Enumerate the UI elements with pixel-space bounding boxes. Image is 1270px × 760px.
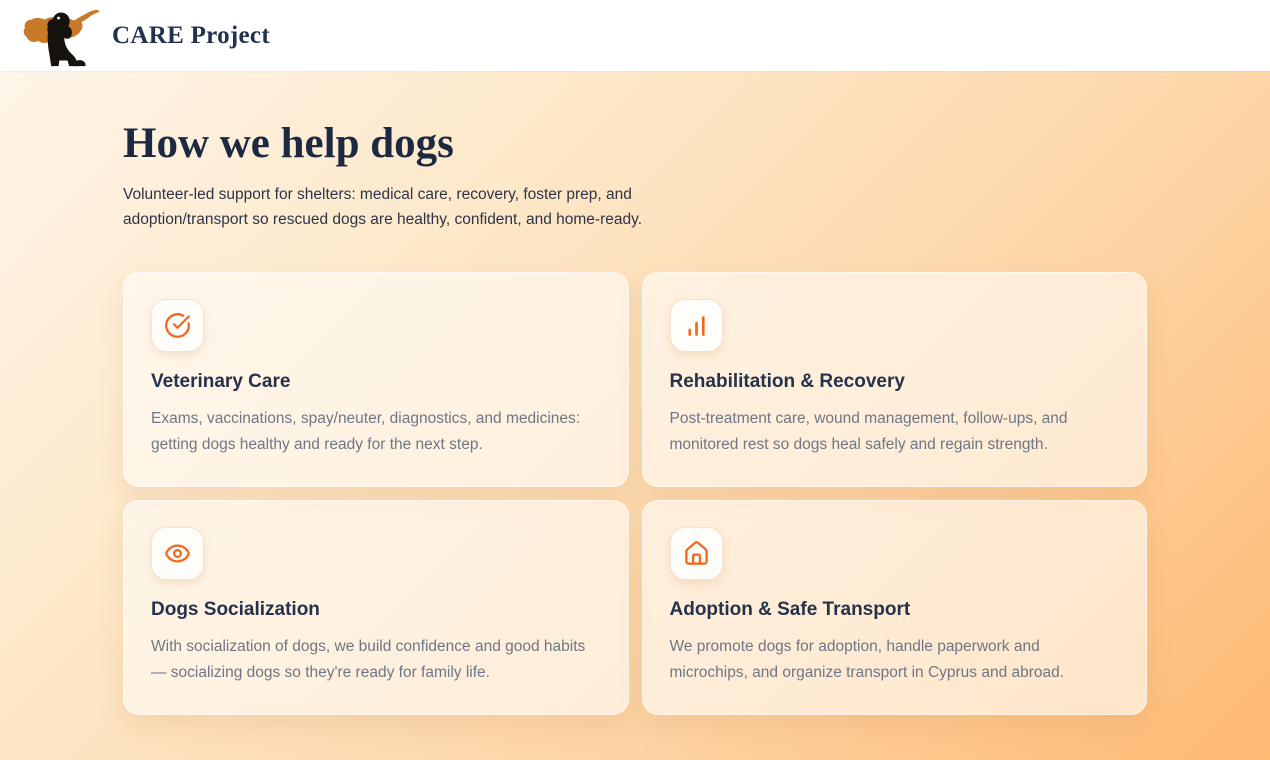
card-adoption-safe-transport — [642, 500, 1148, 715]
brand-name: CARE Project — [112, 21, 270, 49]
care-project-logo — [20, 5, 102, 67]
card-description: With socialization of dogs, we build confidence and good habits — socializing dogs so they're ready for family life. — [151, 638, 586, 682]
card-veterinary-care — [123, 272, 629, 487]
site-header — [0, 0, 1270, 71]
card-description: Post-treatment care, wound management, follow-ups, and monitored rest so dogs heal safely and regain strength. — [669, 410, 1068, 454]
feature-cards-grid — [123, 272, 1147, 715]
icon-tile — [151, 527, 204, 580]
card-title: Adoption & Safe Transport — [669, 599, 911, 621]
icon-tile — [151, 299, 204, 352]
bar-chart-icon — [683, 312, 710, 339]
card-description: Exams, vaccinations, spay/neuter, diagnostics, and medicines: getting dogs healthy and ready for the next step. — [151, 410, 581, 454]
icon-tile — [670, 527, 723, 580]
icon-tile — [670, 299, 723, 352]
card-title: Rehabilitation & Recovery — [669, 371, 905, 393]
card-dogs-socialization — [123, 500, 629, 715]
card-title: Dogs Socialization — [151, 599, 320, 621]
card-description: We promote dogs for adoption, handle paperwork and microchips, and organize transport in Cyprus and abroad. — [669, 638, 1065, 682]
eye-icon — [164, 540, 191, 567]
card-rehabilitation-recovery — [642, 272, 1148, 487]
page-subtitle: Volunteer-led support for shelters: medical care, recovery, foster prep, and adoption/transport so rescued dogs are healthy, confident, and home-ready. — [123, 186, 643, 229]
home-icon — [683, 540, 710, 567]
page-title: How we help dogs — [123, 120, 454, 167]
how-we-help-section — [0, 71, 1270, 715]
circle-check-icon — [164, 312, 191, 339]
card-title: Veterinary Care — [151, 371, 291, 393]
brand-home-link[interactable] — [20, 5, 270, 67]
